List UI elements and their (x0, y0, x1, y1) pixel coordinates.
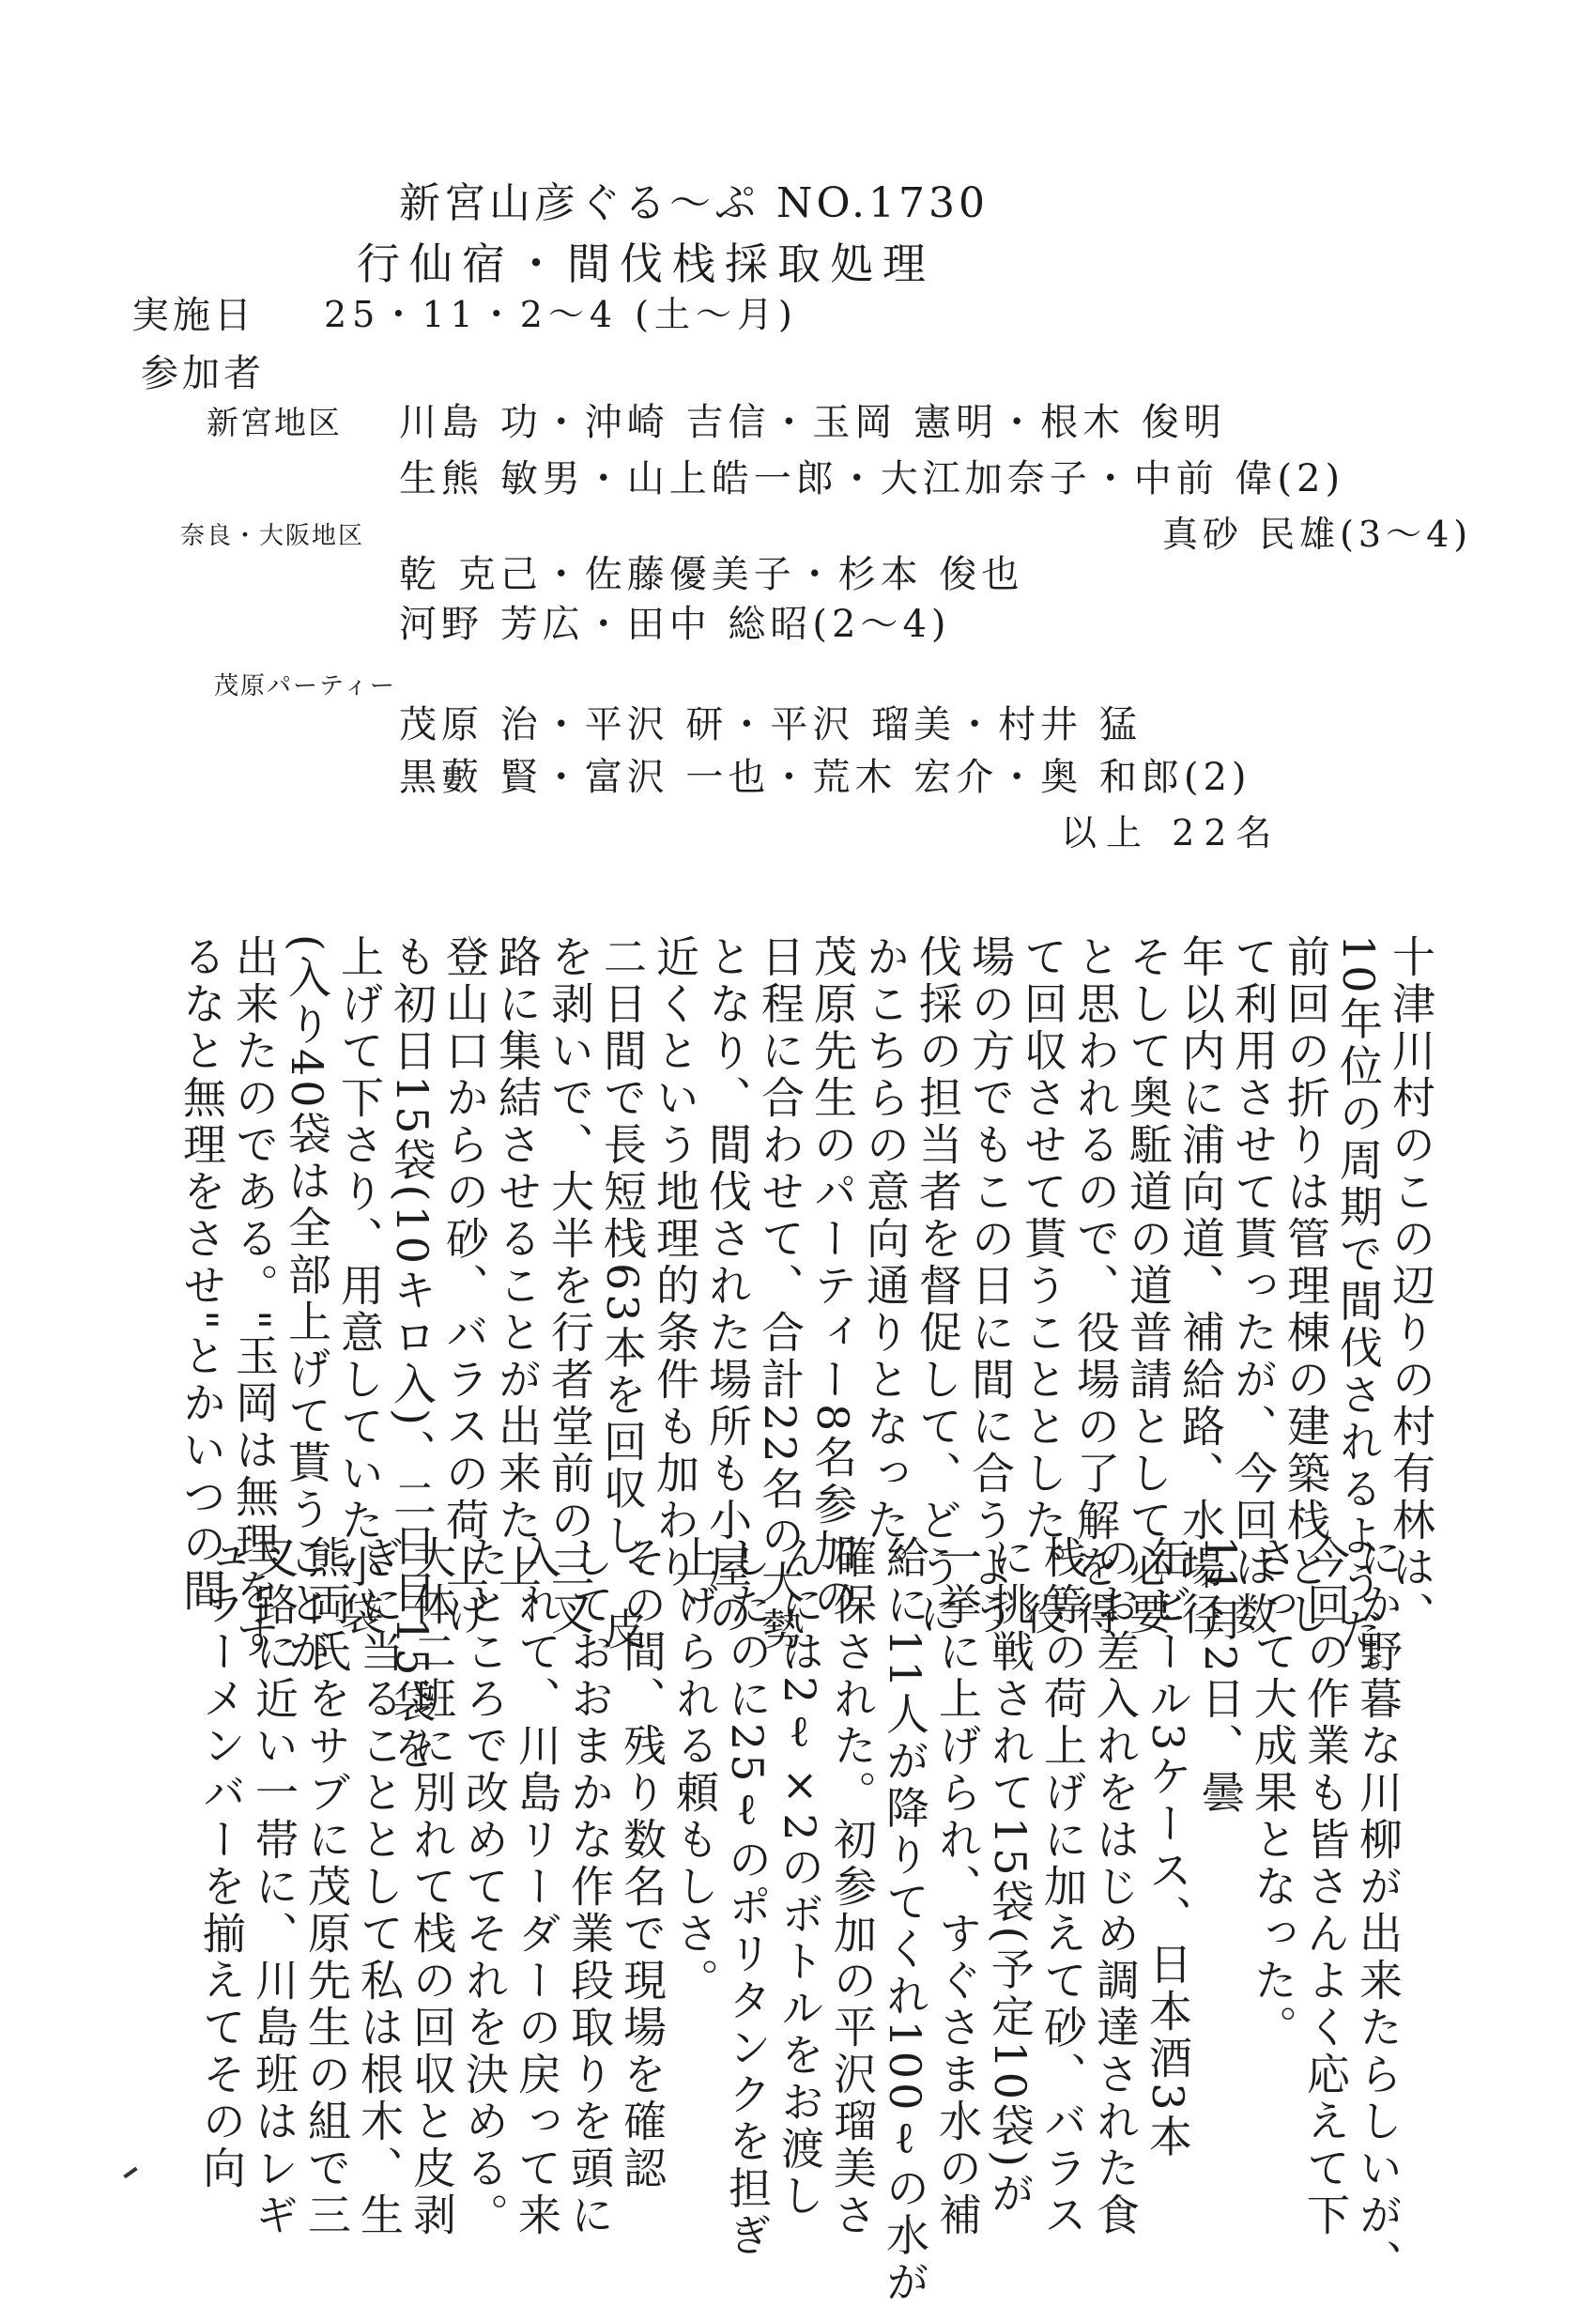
body-text-column: も初日15袋(10キロ入)、二日目15袋を (387, 934, 437, 1774)
body-text-column: て利用させて貰ったが、今回は数 (1228, 934, 1279, 1638)
body-text-column: (入り40袋は全部上げて貰うことが (282, 934, 332, 1675)
document-subtitle: 行仙宿・間伐栈採取処理 (357, 238, 935, 289)
body-text-column: その間、残り数名で現場を確認 (617, 1535, 668, 2192)
body-text-column: 茂原先生のパーティー8名参加の (807, 934, 858, 1623)
body-text-column: 上げて下さり、用意していた小袋 (334, 934, 385, 1638)
body-text-column: 大体二班に別れて栈の回収と皮剥 (407, 1535, 457, 2239)
body-text-column: 年以内に浦向道、補給路、水場径 (1175, 934, 1226, 1638)
body-text-column: を剥いで、大半を行者堂前の三叉 (545, 934, 595, 1638)
corner-mark (123, 2167, 137, 2178)
participant-line: 黒藪 賢・富沢 一也・荒木 宏介・奥 和郎(2) (399, 756, 1251, 799)
document-title: 新宮山彦ぐる～ぷ NO.1730 (399, 179, 989, 227)
body-text-column: と思われるので、役場の了解を得 (1070, 934, 1121, 1638)
date-value: 25・11・2～4 (土～月) (324, 294, 798, 335)
body-text-column: ュラーメンバーを揃えてその向 (196, 1535, 247, 2192)
body-text-column: 今回の作業も皆さんよく応えて下 (1300, 1535, 1351, 2239)
body-text-column: 路に集結させることが出来た上、 (492, 934, 543, 1638)
body-text-column: 出来たのである。"玉岡は無理をす (229, 934, 280, 1663)
body-text-column: そして奥駈道の道普請として必要 (1123, 934, 1174, 1638)
body-text-column: 熊両氏をサブに茂原先生の組で三 (301, 1535, 352, 2239)
region-mohara-party: 茂原パーティー (214, 672, 396, 700)
region-shingu: 新宮地区 (207, 405, 342, 442)
body-text-column: 一挙に上げられ、すぐさま水の補 (932, 1535, 983, 2239)
body-text-column: 上げられる頼もしさ。 (669, 1535, 720, 2005)
body-text-column: 前回の折りは管理棟の建築栈とし (1281, 934, 1331, 1638)
body-text-column: んには2ℓ×2のボトルをお渡し (775, 1535, 825, 2221)
body-text-column: 十津川村のこの辺りの村有林は、 (1386, 934, 1436, 1638)
participant-line: 川島 功・沖崎 吉信・玉岡 憲明・根木 俊明 (399, 401, 1226, 444)
body-text-column: 伐採の担当者を督促して、どうに (913, 934, 963, 1638)
body-text-column: しておおまかな作業段取りを頭に (564, 1535, 615, 2239)
body-text-column: 栈等の荷上げに加えて砂、バラス (1037, 1535, 1088, 2239)
body-text-column: るなと無理をさせ"とかいつの間 (176, 934, 227, 1616)
body-text-column: 入れて、川島リーダーの戻って来 (512, 1535, 562, 2239)
participant-line: 茂原 治・平沢 研・平沢 瑠美・村井 猛 (399, 703, 1142, 746)
body-text-column: に挑戦されて15袋(予定10袋)が (985, 1535, 1036, 2218)
participant-total: 以上 22名 (1061, 812, 1281, 853)
body-text-column: 場の方でもこの日に間に合うよう (965, 934, 1016, 1638)
body-text-column: 登山口からの砂、バラスの荷上げ (439, 934, 490, 1638)
body-text-column: 確保された。初参加の平沢瑠美さ (827, 1535, 878, 2239)
body-text-column: たところで改めてそれを決める。 (459, 1535, 510, 2239)
body-text-column: ぎに当ることとして私は根木、生 (354, 1535, 405, 2239)
body-text-column: 缶ビール3ケース、日本酒3本 (1143, 1535, 1193, 2161)
body-text-column: 給に11人が降りてくれ100ℓの水が (880, 1535, 930, 2306)
participant-line: 生熊 敏男・山上皓一郎・大江加奈子・中前 偉(2) (399, 457, 1345, 500)
participant-line: 乾 克己・佐藤優美子・杉本 俊也 (399, 553, 1024, 596)
body-text-column: 10年位の周期で間伐されるようだ。 (1333, 934, 1384, 1701)
body-text-column: したのに25ℓのポリタンクを担ぎ (722, 1535, 773, 2260)
body-text-column: 日程に合わせて、合計22名の大勢 (755, 934, 806, 1654)
body-text-column: さって大成果となった。 (1248, 1535, 1298, 2052)
body-text-column: 二日間で長短栈63本を回収し、皮 (597, 934, 648, 1654)
body-text-column: かこちらの意向通りとなった。 (860, 934, 911, 1591)
body-text-column: 11月2日、曇 (1195, 1535, 1246, 1817)
participant-line: 真砂 民雄(3～4) (1162, 514, 1473, 555)
body-text-column: 叉路に近い一帯に、川島班はレギ (249, 1535, 299, 2239)
region-nara-osaka: 奈良・大阪地区 (180, 522, 365, 550)
body-text-column: て回収させて貰うこととした。役 (1018, 934, 1068, 1638)
participants-label: 参加者 (141, 352, 265, 395)
date-label: 実施日 (131, 294, 255, 337)
body-text-column: にか野暮な川柳が出来たらしいが、 (1353, 1535, 1404, 2286)
body-text-column: 近くという地理的条件も加わり、 (650, 934, 700, 1638)
body-text-column: のお差入れをはじめ調達された食 (1090, 1535, 1141, 2239)
participant-line: 河野 芳広・田中 総昭(2～4) (399, 603, 951, 646)
body-text-column: となり、間伐された場所も小屋の (702, 934, 753, 1638)
